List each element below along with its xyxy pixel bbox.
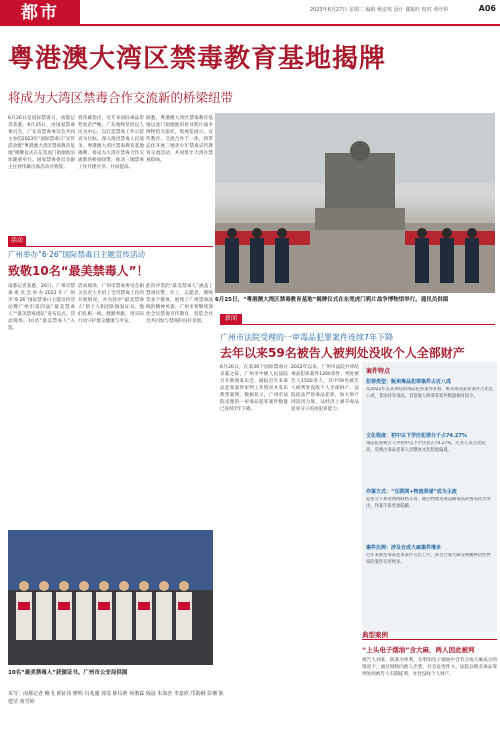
article3-title: 去年以来59名被告人被判处没收个人全部财产 [220,346,465,360]
case-item-2-title: 文化程度：初中以下学历犯罪分子占74.27% [366,433,467,439]
header-meta: 2023年6月27日 星期二 编辑 杨安琪 设计 谢振旺 校对 黄叶婷 [310,7,449,13]
typical-case-heading: 典型案例 [362,630,497,640]
credits: 采写：南都记者 鲍飞 黄钲伟 廖明 冯兆盛 郭雯 陈仪莉 何谐霖 钱晨 朱海杏 李嘉欣 邝勋纲 彭珊 陈建莹 黄雪婷 [8,691,224,705]
ceremony-photo-illustration [215,113,495,293]
case-item-1-title: 犯罪类型：贩卖毒品犯罪案件占近八成 [366,379,452,385]
article2-col3: 此次评选的“最美禁毒人”涵盖了禁毒民警、社工、志愿者、教师等多个群体，展现了广州禁毒战线的精神风貌。广州市将继续深化全民禁毒宣传教育，营造全社会共同参与禁毒的良好氛围。 [146,284,213,324]
case-item-4-title: 案件比例：涉及合成大麻案件增多 [366,545,442,551]
typical-case-title: “上头电子烟油”含大麻，两人因此被判 [362,646,475,654]
article1-col3: 据悉，粤港澳大湾区禁毒教育基地以虎门销烟池旧址及鸦片战争博物馆为依托，集展览展示、宣传教育、交流合作于一体，将常态化开展三地青少年禁毒宣传教育交流活动，共同筑牢大湾区禁毒防线。 [146,116,213,163]
section-rule-right [220,324,495,325]
section-rule [8,246,213,247]
case-item-4-text: 近年来新型毒品犯罪案件占比上升，涉及合成大麻等新精神活性物质的案件有所增多。 [366,553,491,565]
page-number: A06 [478,4,496,13]
section-tag: 都市 [0,0,80,26]
case-item-2-text: 毒品犯罪被告人中初中以下学历者占74.27%，无业人员占比较高，反映出毒品犯罪人员整体文化程度偏低。 [366,441,486,453]
section-label-right: 新闻 [220,314,242,324]
case-item-3-text: 犯罪分子利用网络联络交易、通过物流寄递运输毒品的情况较为突出，作案手段更加隐蔽。 [366,497,491,509]
article3-subtitle: 广州市法院受理的一审毒品犯罪案件连续7年下降 [220,333,394,342]
article2-title: 致敬10名“最美禁毒人”！ [8,264,149,278]
case-item-3-title: 作案方式：“互联网+物流寄递”成为主流 [366,489,457,495]
typical-case-text: 被告人刘某、陈某为牟利，在明知电子烟油中含有合成大麻成分的情况下，通过网络向他人出售，社会危害性大。法院以贩卖毒品罪判处两被告人有期徒刑，并处没收个人财产。 [362,658,497,677]
header-rule [80,24,500,26]
headline: 粤港澳大湾区禁毒教育基地揭牌 [8,44,387,74]
subheadline: 将成为大湾区禁毒合作交流新的桥梁纽带 [8,90,234,105]
article2-subtitle: 广州举办“6·26”国际禁毒日主题宣传活动 [8,250,145,259]
article1-col2: 曾伟雄指出，近年来国际毒品形势复杂严峻，广东始终坚持以人民为中心，以打造禁毒工作示范省为目标，深入推进禁毒人民战争。粤港澳大湾区禁毒教育基地揭牌，将成为大湾区禁毒合作交流新的桥梁纽带，推动三地禁毒工作共建共享、共同提高。 [78,116,144,170]
case-features-box [362,362,497,632]
award-photo [8,530,213,665]
photo-caption-2: 10名“最美禁毒人”获颁证书。广州市公安局供图 [8,670,128,676]
article1-col1: 6月26日是国际禁毒日，南都记者获悉，6月25日，由国家禁毒委员会、广东省禁毒委员会共同主办的2023年“国际禁毒日”宣传活动暨“粤港澳大湾区禁毒教育基地”揭牌仪式在东莞虎门销烟池旧址隆重举行。国家禁毒委员会副主任曾伟雄出席活动并致辞。 [8,116,75,170]
section-label: 活动 [8,236,26,246]
photo-caption: 6月25日，“粤港澳大湾区禁毒教育基地”揭牌仪式在东莞虎门鸦片战争博物馆举行。通讯员供图 [215,297,449,303]
article3-col1: 6月26日，在第36个国际禁毒日来临之际，广州市中级人民法院召开新闻发布会，通报近年来毒品犯罪案件审判工作情况并发布典型案例。数据显示，广州市法院受理的一审毒品犯罪案件数量已连续7年下降。 [220,365,288,412]
ceremony-photo [215,113,495,293]
case-box-heading: 案件特点 [366,368,391,375]
article2-col2: 活动现场，广州市禁毒委员会相关负责人介绍了全市禁毒工作的开展情况，并为获评“最美禁毒人”的个人和团队颁发证书。他们扎根一线，默默奉献，用实际行动守护群众健康与平安。 [78,284,144,324]
article3-col2: 2022年以来，广州市法院共审结毒品犯罪案件1200余件，判处被告人1500余人，其中59名被告人被判处没收个人全部财产。法院依法严惩毒品犯罪，加大财产刑适用力度，从经济上剥夺毒品犯罪分子的再犯罪能力。 [291,365,359,412]
award-photo-illustration [8,530,213,665]
article2-col1: 南都记者获悉，26日，广州市禁毒委员会举办2023年广州市“6·26”国际禁毒日主题宣传活动暨广州市第四届“最美禁毒人”“最美禁毒团队”发布仪式。活动现场，10名“最美禁毒人”入选。 [8,284,75,331]
case-item-1-text: 从2022年以来审结的毒品犯罪案件来看，贩卖毒品犯罪案件占比近八成，非法持有毒品、容留他人吸毒等案件数量相对较少。 [366,387,493,399]
